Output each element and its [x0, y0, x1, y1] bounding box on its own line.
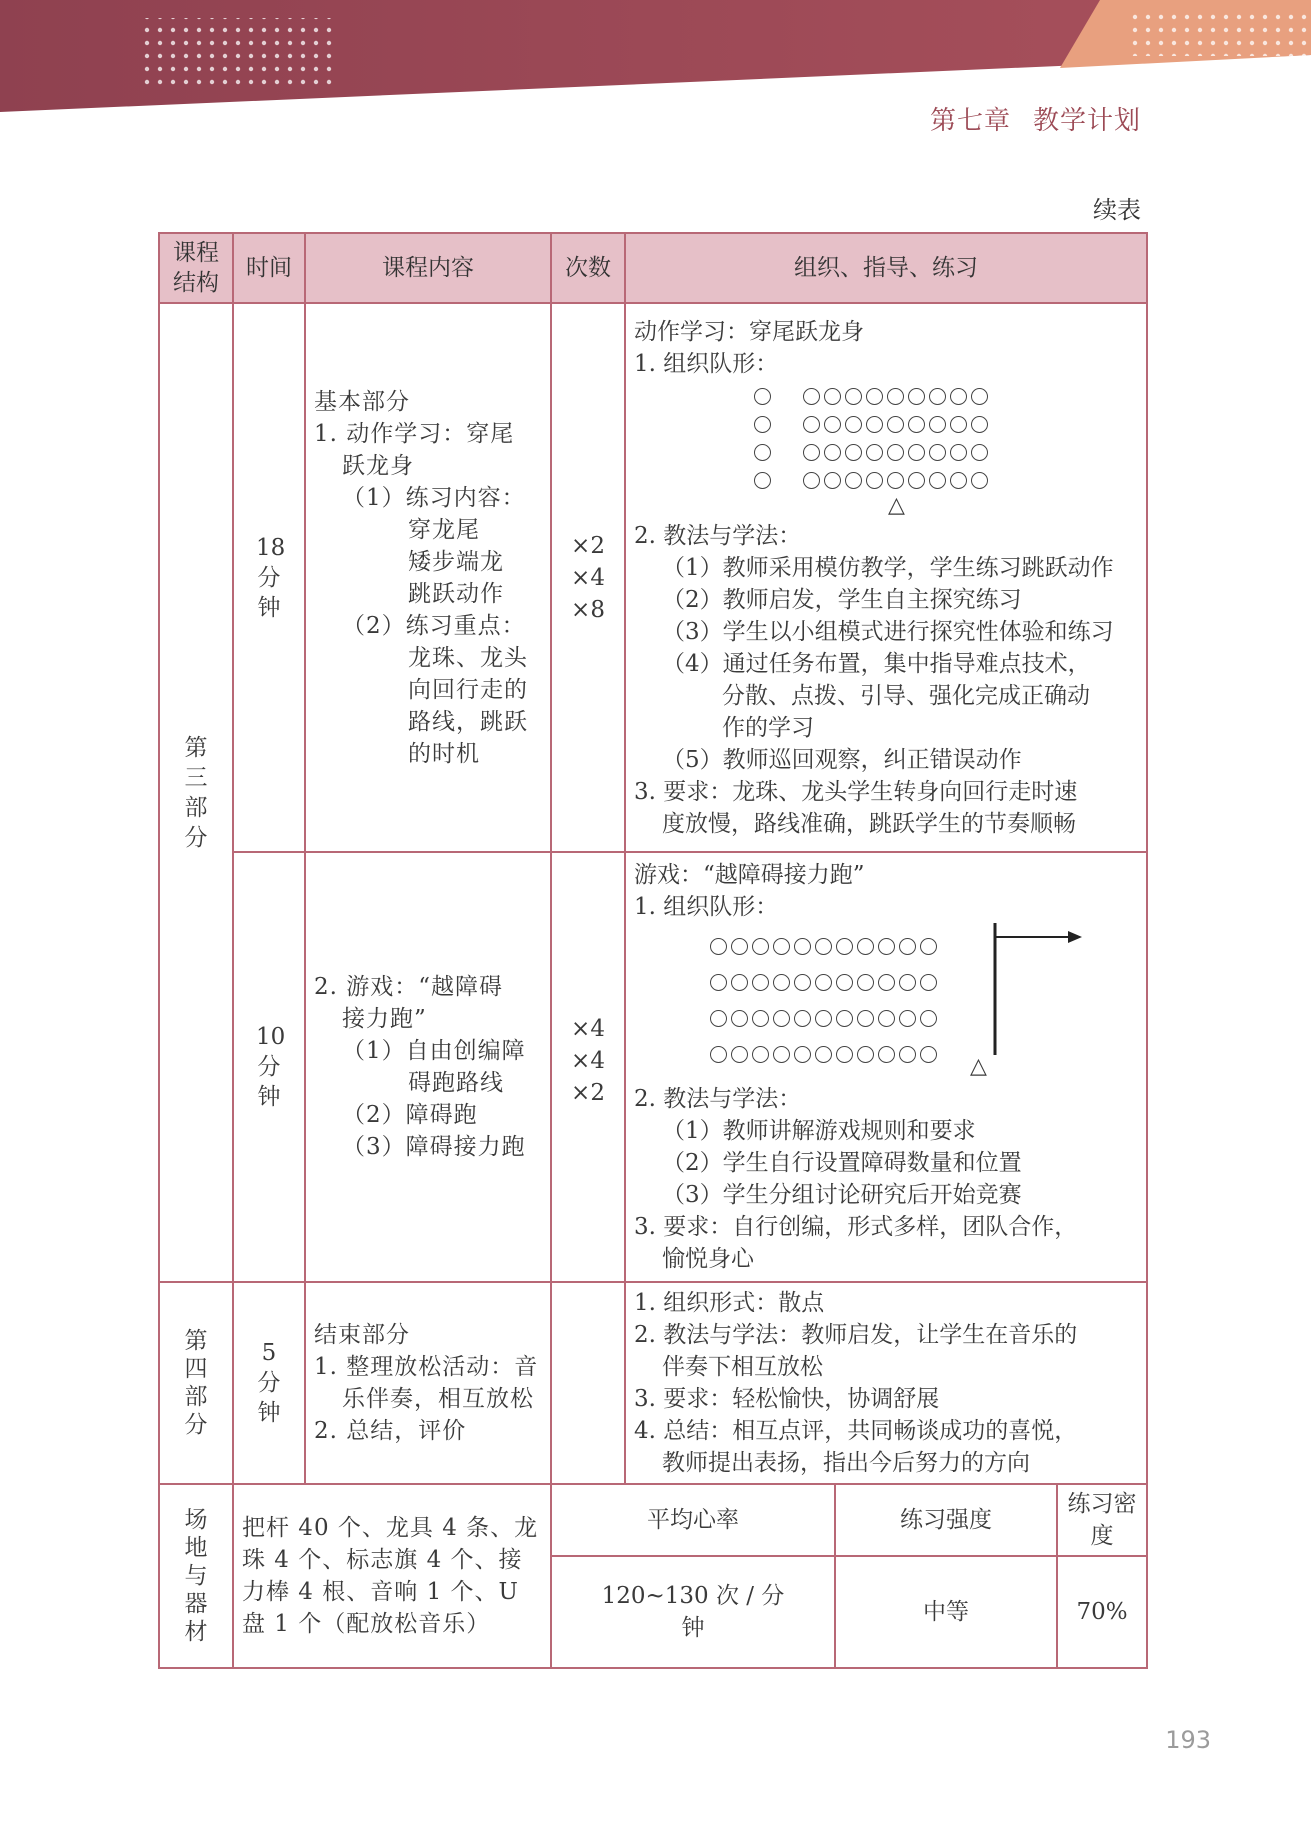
student-circle-icon	[803, 472, 820, 489]
count-value: ×4	[571, 1048, 605, 1074]
org-item: 2. 教法与学法：	[634, 1086, 802, 1112]
student-circle-icon	[929, 472, 946, 489]
section3-row2-time-text: 10分钟	[256, 1024, 286, 1110]
count-value: ×8	[571, 596, 605, 623]
student-circle-icon	[824, 416, 841, 433]
student-circle-icon	[908, 416, 925, 433]
student-circle-icon	[920, 974, 937, 991]
density-label: 练习密度	[1057, 1484, 1147, 1556]
equipment-line: 把杆 40 个、龙具 4 条、龙	[242, 1515, 539, 1541]
count-value: ×2	[571, 1080, 605, 1106]
teacher-triangle-icon: △	[970, 1054, 987, 1079]
header-structure-text: 课程结构	[173, 240, 219, 296]
venue-label-text: 场地与器材	[184, 1506, 208, 1645]
org-method: （3）学生分组讨论研究后开始竞赛	[662, 1182, 1022, 1208]
student-circle-icon	[908, 472, 925, 489]
student-circle-icon	[899, 974, 916, 991]
student-circle-icon	[971, 388, 988, 405]
student-circle-icon	[971, 444, 988, 461]
student-circle-icon	[929, 444, 946, 461]
content-line: 乐伴奏，相互放松	[342, 1386, 534, 1412]
student-circle-icon	[899, 938, 916, 955]
student-circle-icon	[836, 1010, 853, 1027]
student-circle-icon	[857, 974, 874, 991]
student-circle-icon	[857, 938, 874, 955]
teacher-triangle-icon: △	[888, 492, 905, 518]
section3-row1-content	[305, 303, 551, 852]
student-circle-icon	[803, 416, 820, 433]
student-circle-icon	[752, 938, 769, 955]
student-circle-icon	[899, 1010, 916, 1027]
header-count: 次数	[551, 233, 625, 303]
formation-diagram-2	[634, 923, 1140, 1083]
section4-counts	[551, 1282, 625, 1484]
student-circle-icon	[836, 938, 853, 955]
content-line: 结束部分	[314, 1322, 410, 1348]
student-circle-icon	[845, 388, 862, 405]
section4-label	[159, 1282, 233, 1484]
student-circle-icon	[845, 416, 862, 433]
chapter-number: 第七章	[929, 106, 1011, 136]
student-circle-icon	[887, 444, 904, 461]
org-method: （2）学生自行设置障碍数量和位置	[662, 1150, 1022, 1176]
section3-row2-counts	[551, 852, 625, 1282]
content-line: 1. 动作学习：穿尾	[314, 420, 515, 447]
top-banner	[0, 0, 1311, 112]
student-circle-icon	[836, 974, 853, 991]
heart-rate-line: 钟	[681, 1615, 705, 1641]
content-line: 1. 整理放松活动：音	[314, 1354, 539, 1380]
section3-row2-time	[233, 852, 305, 1282]
student-circle-icon	[773, 1046, 790, 1063]
equipment-line: 珠 4 个、标志旗 4 个、接	[242, 1547, 523, 1573]
content-line: 跃龙身	[342, 452, 414, 479]
student-circle-icon	[773, 938, 790, 955]
org-requirement: 度放慢，路线准确，跳跃学生的节奏顺畅	[662, 810, 1076, 837]
student-circle-icon	[824, 444, 841, 461]
content-line: （2）障碍跑	[342, 1102, 478, 1128]
student-circle-icon	[824, 472, 841, 489]
org-method: 分散、点拨、引导、强化完成正确动	[722, 682, 1090, 709]
section3-row1-time	[233, 303, 305, 852]
section3-label-text: 第三部分	[184, 734, 208, 851]
org-method: （2）教师启发，学生自主探究练习	[662, 586, 1022, 613]
student-circle-icon	[929, 416, 946, 433]
student-circle-icon	[866, 416, 883, 433]
section3-row2-content	[305, 852, 551, 1282]
student-circle-icon	[899, 1046, 916, 1063]
section3-row1-organization	[625, 303, 1147, 852]
section3-row2-organization	[625, 852, 1147, 1282]
student-circle-icon	[950, 388, 967, 405]
finish-flag-arrow-icon	[990, 923, 1090, 1073]
student-circle-icon	[731, 938, 748, 955]
student-circle-icon	[710, 1046, 727, 1063]
formation-row	[752, 380, 990, 408]
formation-row	[708, 929, 939, 965]
student-circle-icon	[887, 472, 904, 489]
student-circle-icon	[794, 1010, 811, 1027]
content-line: 的时机	[408, 740, 480, 767]
student-circle-icon	[971, 416, 988, 433]
formation-row	[708, 1001, 939, 1037]
org-requirement: 3. 要求：自行创编，形式多样，团队合作，	[634, 1214, 1078, 1240]
page-number: 193	[1165, 1726, 1211, 1754]
student-circle-icon	[752, 974, 769, 991]
count-value: ×4	[571, 564, 605, 591]
heart-rate-line: 120~130 次 / 分	[601, 1583, 785, 1609]
org-item: 1. 组织队形：	[634, 350, 779, 377]
student-circle-icon	[857, 1010, 874, 1027]
content-line: （3）障碍接力跑	[342, 1134, 526, 1160]
header-organization: 组织、指导、练习	[625, 233, 1147, 303]
student-circle-icon	[815, 1046, 832, 1063]
content-line: 跳跃动作	[408, 580, 504, 607]
formation-diagram-1	[634, 380, 1140, 520]
section4-time-text: 5分钟	[257, 1340, 281, 1426]
student-circle-icon	[950, 472, 967, 489]
org-method: （4）通过任务布置，集中指导难点技术，	[662, 650, 1091, 677]
student-circle-icon	[866, 388, 883, 405]
student-circle-icon	[752, 1046, 769, 1063]
equipment-line: 盘 1 个（配放松音乐）	[242, 1611, 491, 1637]
student-circle-icon	[754, 388, 771, 405]
formation-row	[752, 436, 990, 464]
student-circle-icon	[815, 1010, 832, 1027]
chapter-title: 教学计划	[1032, 106, 1141, 136]
org-item: 2. 教法与学法：	[634, 522, 802, 549]
student-circle-icon	[731, 1046, 748, 1063]
student-circle-icon	[908, 444, 925, 461]
content-line: 龙珠、龙头	[408, 644, 528, 671]
student-circle-icon	[773, 1010, 790, 1027]
section4-time	[233, 1282, 305, 1484]
student-circle-icon	[731, 1010, 748, 1027]
content-line: （1）自由创编障	[342, 1038, 526, 1064]
intensity-label: 练习强度	[835, 1484, 1057, 1556]
student-circle-icon	[803, 444, 820, 461]
student-circle-icon	[794, 974, 811, 991]
content-line: 基本部分	[314, 388, 410, 415]
org-method: 作的学习	[722, 714, 814, 741]
org-title: 动作学习：穿尾跃龙身	[634, 318, 864, 345]
content-line: 穿龙尾	[408, 516, 480, 543]
student-circle-icon	[920, 1046, 937, 1063]
student-circle-icon	[710, 1010, 727, 1027]
student-circle-icon	[857, 1046, 874, 1063]
header-structure	[159, 233, 233, 303]
student-circle-icon	[836, 1046, 853, 1063]
student-circle-icon	[794, 938, 811, 955]
section4-label-text: 第四部分	[184, 1327, 208, 1438]
count-value: ×4	[571, 1016, 605, 1042]
content-line: 2. 总结，评价	[314, 1418, 467, 1444]
student-circle-icon	[754, 444, 771, 461]
section3-row1-counts	[551, 303, 625, 852]
student-circle-icon	[920, 938, 937, 955]
student-circle-icon	[887, 416, 904, 433]
content-line: （1）练习内容：	[342, 484, 526, 511]
header-content: 课程内容	[305, 233, 551, 303]
student-circle-icon	[908, 388, 925, 405]
org-title: 游戏：“越障碍接力跑”	[634, 862, 865, 888]
student-circle-icon	[866, 472, 883, 489]
count-value: ×2	[571, 532, 605, 559]
student-circle-icon	[878, 1010, 895, 1027]
heart-rate-label: 平均心率	[551, 1484, 835, 1556]
student-circle-icon	[803, 388, 820, 405]
student-circle-icon	[920, 1010, 937, 1027]
student-circle-icon	[752, 1010, 769, 1027]
density-value: 70%	[1057, 1556, 1147, 1668]
venue-equipment	[233, 1484, 551, 1668]
student-circle-icon	[971, 472, 988, 489]
formation-row	[752, 464, 990, 492]
org-line: 1. 组织形式：散点	[634, 1290, 825, 1316]
equipment-line: 力棒 4 根、音响 1 个、U	[242, 1579, 519, 1605]
student-circle-icon	[845, 472, 862, 489]
student-circle-icon	[754, 416, 771, 433]
content-line: 接力跑”	[342, 1006, 427, 1032]
student-circle-icon	[710, 938, 727, 955]
content-line: 碍跑路线	[408, 1070, 504, 1096]
student-circle-icon	[950, 416, 967, 433]
content-line: 路线，跳跃	[408, 708, 528, 735]
student-circle-icon	[731, 974, 748, 991]
student-circle-icon	[815, 974, 832, 991]
header-time: 时间	[233, 233, 305, 303]
lesson-plan-table	[158, 232, 1148, 1669]
content-line: 向回行走的	[408, 676, 528, 703]
student-circle-icon	[794, 1046, 811, 1063]
section3-row1-time-text: 18分钟	[256, 534, 286, 621]
intensity-value: 中等	[835, 1556, 1057, 1668]
chapter-heading	[930, 100, 1141, 137]
student-circle-icon	[878, 938, 895, 955]
org-method: （3）学生以小组模式进行探究性体验和练习	[662, 618, 1114, 645]
student-circle-icon	[950, 444, 967, 461]
org-line: 教师提出表扬，指出今后努力的方向	[662, 1450, 1030, 1476]
venue-label	[159, 1484, 233, 1668]
section3-label	[159, 303, 233, 1282]
org-line: 2. 教法与学法：教师启发，让学生在音乐的	[634, 1322, 1078, 1348]
formation-row	[708, 1037, 939, 1073]
org-line: 伴奏下相互放松	[662, 1354, 823, 1380]
student-circle-icon	[773, 974, 790, 991]
formation-row	[752, 408, 990, 436]
continued-label: 续表	[1093, 196, 1141, 224]
org-requirement: 愉悦身心	[662, 1246, 754, 1272]
content-line: 矮步端龙	[408, 548, 504, 575]
org-line: 3. 要求：轻松愉快，协调舒展	[634, 1386, 940, 1412]
student-circle-icon	[878, 974, 895, 991]
student-circle-icon	[824, 388, 841, 405]
content-line: 2. 游戏：“越障碍	[314, 974, 504, 1000]
org-method: （1）教师采用模仿教学，学生练习跳跃动作	[662, 554, 1114, 581]
student-circle-icon	[754, 472, 771, 489]
student-circle-icon	[878, 1046, 895, 1063]
org-method: （5）教师巡回观察，纠正错误动作	[662, 746, 1022, 773]
org-method: （1）教师讲解游戏规则和要求	[662, 1118, 976, 1144]
formation-row	[708, 965, 939, 1001]
org-requirement: 3. 要求：龙珠、龙头学生转身向回行走时速	[634, 778, 1078, 805]
student-circle-icon	[710, 974, 727, 991]
section4-organization	[625, 1282, 1147, 1484]
content-line: （2）练习重点：	[342, 612, 526, 639]
student-circle-icon	[887, 388, 904, 405]
heart-rate-value	[551, 1556, 835, 1668]
student-circle-icon	[815, 938, 832, 955]
student-circle-icon	[929, 388, 946, 405]
student-circle-icon	[866, 444, 883, 461]
org-item: 1. 组织队形：	[634, 894, 779, 920]
student-circle-icon	[845, 444, 862, 461]
section4-content	[305, 1282, 551, 1484]
org-line: 4. 总结：相互点评，共同畅谈成功的喜悦，	[634, 1418, 1078, 1444]
